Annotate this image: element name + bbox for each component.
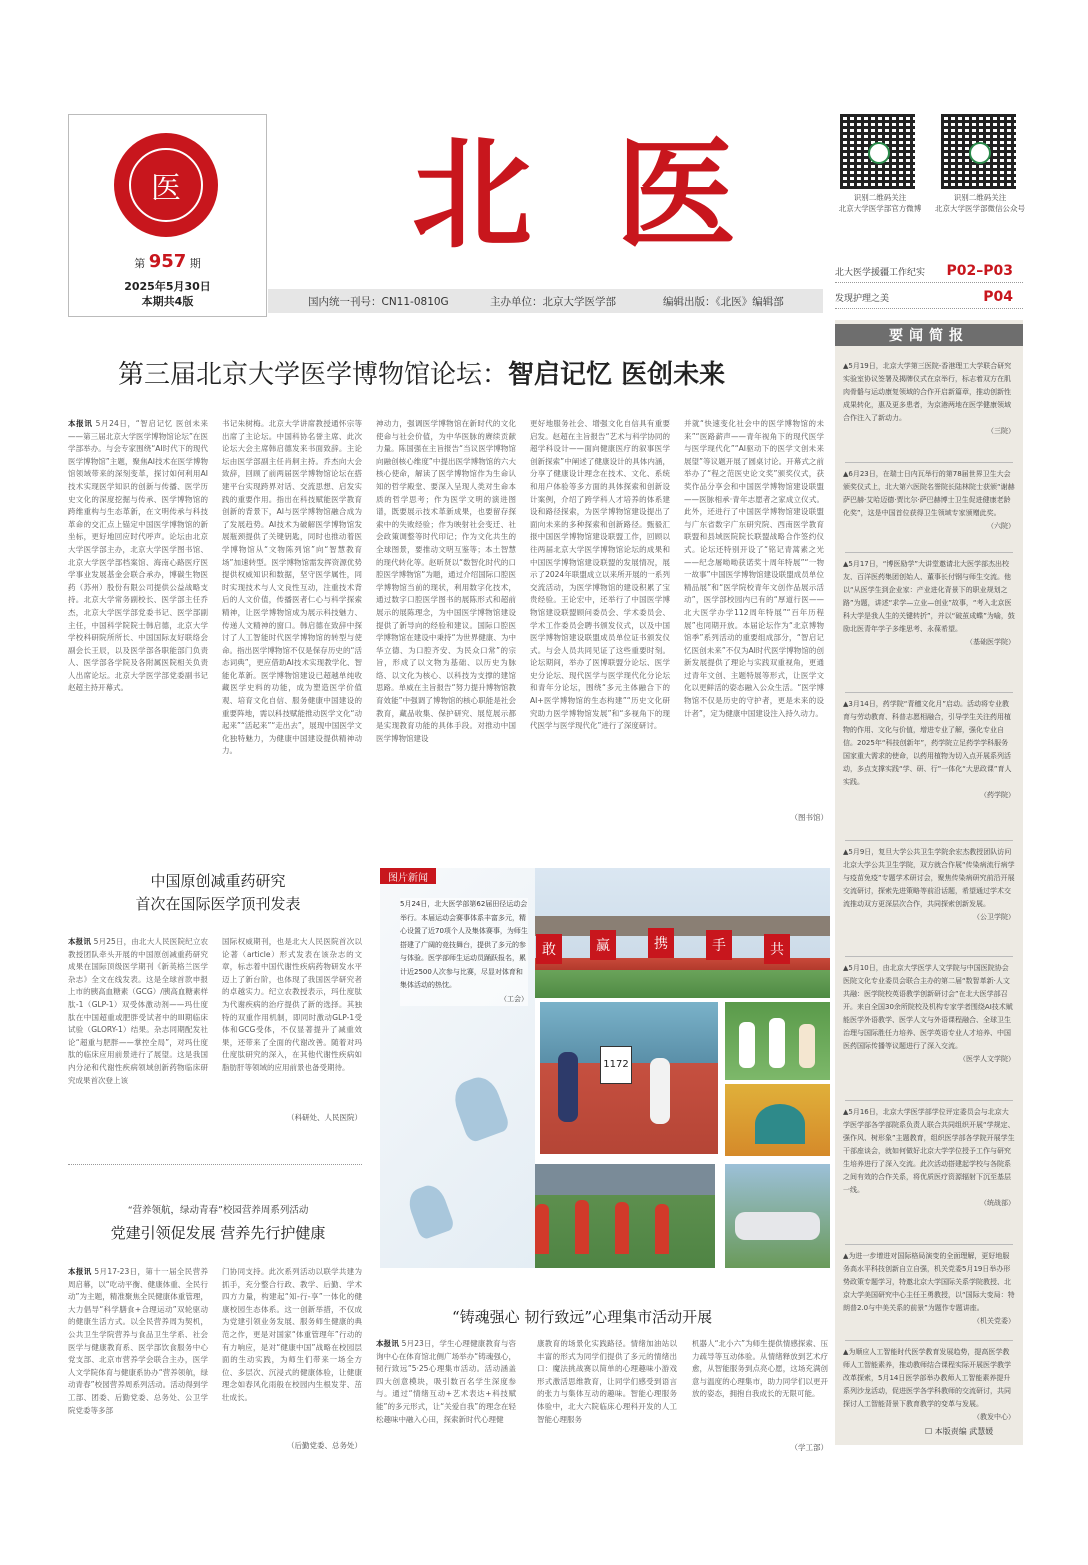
news-brief-sidebar [835,320,1023,1445]
masthead-info-bar [268,289,823,313]
dance-photo[interactable] [725,1002,830,1080]
photo-news-tag: 图片新闻 [380,868,436,884]
index-page: P04 [983,289,1013,305]
banner-flag: 携 [648,928,674,958]
brief-item: ▲5月16日，北京大学医学部学位评定委员会与北京大学医学部各学部院系负责人联合共同组织开展“学规定、强作风、树形象”主题教育，组织医学部各学院开展学生干部座谈会，就如何做好北京大学学位授予工作与研究生培养进行了深入交流。此次活动搭建起学校与各院系之间有效的合作关系，将优质医疗资源辐射下沉至基层一线。 （统战部） [843,1108,1015,1207]
photo-news-block [380,868,830,1268]
newspaper-title [412,120,742,265]
lead-article-col-5: 并就“快速变化社会中的医学博物馆的未来”“医路薪声——青年视角下的现代医学与医学现代化”“AI驱动下的医学文创未来展望”等议题开展了圆桌讨论。开幕式之前举办了“程之范医史论文奖”颁奖仪式，获奖作品分享会和中国医学博物馆建设联盟——医脉相承·青年志愿者之家成立仪式。此外，还进行了中国医学博物馆建设联盟与广东省数字广东研究院、西南医学教育联盟和县域医院院长联盟战略合作签约仪式。论坛还特别开设了“铭记青蒿素之光——纪念屠呦呦获诺奖十周年特展”“一物一故事”中国医学博物馆建设联盟成员单位精品展”和“医学院校青年文创作品展示活动”，医学部校园内已有的“厚道行医——北大医学办学112周年特展”“百年历程展”也同期开放。本届论坛作为“北京博物馆季”系列活动的重要组成部分，“智启记忆医创未来”不仅为AI时代医学博物馆的创新发展提供了理论与实践双重视角，更通过青年文创、主题特展等形式，让医学文化以更鲜活的姿态融入公众生活。“医学博物馆不仅是历史的守护者，更是未来的设计者”，定为健康中国建设注入持久动力。 [684,419,824,718]
article4-title[interactable]: “铸魂强心 韧行致远”心理集市活动开展 [452,1308,713,1326]
banner-flag: 赢 [590,930,616,960]
seal-center-icon: 医 [129,148,203,222]
news-brief-title: 要闻简报 [889,328,969,344]
race-bib: 1172 [600,1046,632,1084]
index-label: 北大医学援疆工作纪实 [835,267,926,278]
title-char-2: 医 [616,124,742,265]
lead-article-byline: （图书馆） [790,813,828,822]
lead-article-col-1: 本报讯 5月24日，“智启记忆 医创未来——第三届北京大学医学博物馆论坛”在医学部举办。与会专家围绕“AI时代下的现代医学博物馆”主题，聚焦AI技术在医学博物馆领域带来的深刻变革，探讨如何利用AI技术实现医学知识的创新与传播、医学历史文化的深度挖掘与传承、医学博物馆的跨维重构与生态革新，在文明传承与科技革命的交汇点上锚定中国医学博物馆的新坐标，更好地回应时代呼声。论坛由北京大学医学部主办，北京大学医学图书馆、北京大学医学部档案馆、海南心路医疗医学事业发展基金会联合承办，博碳生物医药（苏州）股份有限公司提供公益战略支持。北京大学常务副校长、医学部主任乔杰，北京大学医学部党委书记、医学部副主任，中国科学院院士韩启德，北京大学学校科研院所所长、中国国际友好联络会副会长王辰，以及医学部各职能部门负责人、医学部各学院及各附属医院相关负责人出席论坛。北京大学医学部党委副书记赵超主持开幕式。 [68,419,208,693]
sponsor: 主办单位：北京大学医学部 [490,295,616,308]
banner-flag: 敢 [536,934,562,964]
article3-title[interactable]: 党建引领促发展 营养先行护健康 [110,1224,326,1242]
lead-article-col-3: 神动力，强调医学博物馆在新时代的文化使命与社会价值，为中华医脉的赓续贡献力量。陈国强在主旨报告“当议医学博物馆向融创核心维度”中提出医学博物馆的六大核心使命，解读了医学博物馆作为生命认知的哲学殿堂、要深入呈现人类对生命本质的哲学思考；作为医学文明的演进图谱，既要展示技术革新成果，也要留存探索中的失败经验；作为映射社会变迁、社会政策调整等时代印记；作为文化共生的全球图景，要推动文明互鉴等；本土智慧的现代转化等。赵昕贤以“数智化时代的口腔医学博物馆”为题，通过介绍国际口腔医学博物馆当前的现状，利用数字化技术，通过数字口腔医学图书的展陈形式和超前展示的展陈理念，为中国医学博物馆建设提供了新导向的经验和建议。国际口腔医学博物馆在建设中秉持“为世界健康、为中华立德、为口腔齐安、为民众口常”的宗旨，形成了以文物为基础、以历史为脉络、以文化为核心、以科技为支撑的建馆思路。单威在主旨报告“努力提升博物馆教育效能”中强调了博物馆的核心职能是社会教育，藏品收集、保护研究、展览展示都是实现教育功能的具体手段。对推动中国医学博物馆建设 [376,419,516,743]
article3-byline: （后勤党委、总务处） [287,1441,362,1450]
qr1-caption: 识别二维码关注 北京大学医学部官方微博 [838,193,922,213]
runners-photo[interactable] [540,1002,718,1154]
photo-news-caption: 5月24日，北大医学部第62届田径运动会举行。本届运动会赛事体系丰富多元，精心设置了近70项个人及集体赛事，为师生搭建了广阔的竞技舞台，提供了多元的参与体验。医学部师生运动员踊跃报名，累计近2500人次参与比赛，尽显对体育和集体活动的热忱。 （工会） [400,898,528,1006]
brief-item: ▲5月9日，复旦大学公共卫生学院余宏杰教授团队访问北京大学公共卫生学院，双方就合作展“传染病流行病学与疫苗免疫”专题学术研讨会，聚焦传染病研究前沿开展交流研讨，探索先进策略等前沿话题，希望通过学术交流推动双方更深层次合作，共同探索创新发展。 （公卫学院） [843,848,1015,921]
article4-col-2: 康教育的场景化实践路径。情绪加油站以丰富的形式为同学们提供了多元的情绪出口：魔法挑战赛以简单的心理趣味小游戏形式激活思维教育，让同学们感受到语言的张力与集体互动的趣味。智能心理服务体验中，北大六院临床心理科开发的人工智能心理服务 [537,1339,677,1424]
index-label: 发现护理之美 [835,293,890,304]
article2-byline: （科研处、人民医院） [287,1113,362,1122]
publisher: 编辑出版：《北医》编辑部 [663,295,784,308]
article4-col-3: 机器人“北小六”为师生提供情感探索、压力疏导等互动体验。从情绪释放到艺术疗愈，从智能服务到点亮心愿，这场充满创意与温度的心理集市，助力同学们以更开放的姿态，拥抱自我成长的无限可能。 [692,1339,828,1399]
index-row[interactable] [835,286,1023,309]
pku-health-science-seal [114,133,218,237]
issue-date: 2025年5月30日 [124,280,211,293]
article2-title-line-2[interactable]: 首次在国际医学顶刊发表 [135,895,301,913]
issue-edition: 本期共4版 [141,295,194,308]
brief-item: ▲5月10日，由北京大学医学人文学院与中国医院协会医院文化专业委员会联合主办的第二届“数智革新·人文共融：医学院校英语教学创新研讨会”在北大医学部召开。来自全国30余所院校及机构专家学者围绕AI技术赋能医学外语教学、医学人文与外语课程融合、全球卫生治理与国际胜任力培养、医学英语专业人才培养、中国医药国际传播等议题进行了深入交流。 （医学人文学院） [843,964,1015,1063]
brief-item: ▲3月14日，药学院“青穗文化月”启动。活动将专业教育与劳动教育、科普志愿相融合，引导学生关注药用植物的作用、文化与价值，增进专业了解，强化专业自信。2025年“科技创新年”，药学院立足药学学科服务国家重大需求的使命，以药用植物为切入点开展系列活动，多点支撑实践“学、研、行”一体化“大思政课”育人实践。 （药学院） [843,700,1015,799]
page-editor: ☐ 本版责编 武慧媛 [925,1427,994,1436]
article2-col-1: 本报讯 5月25日，由北大人民医院纪立农教授团队牵头开展的中国原创减重药研究成果在国际顶级医学期刊《新英格兰医学杂志》全文在线发表。这是全球首款申报上市的胰高血糖素（GCG）/胰高血糖素样肽-1（GLP-1）双受体激动剂——玛仕度肽在中国超重或肥胖受试者中的III期临床试验（GLORY-1）结果。杂志同期配发社论“超重与肥胖——掌控全局”，对玛仕度肽的临床应用前景进行了展望。这是我国内分泌和代谢性疾病领域创新药物临床研究成果首次登上该 [68,937,208,1085]
index-page: P02–P03 [946,263,1013,279]
index-row[interactable] [835,260,1023,283]
article4-col-1: 本报讯 5月23日，学生心理健康教育与咨询中心在体育馆北侧广场举办“铸魂强心，韧行致远”5·25心理集市活动。活动涵盖四大创意模块，吸引数百名学生深度参与。通过“情绪互动+艺术表达+科技赋能”的多元形式，让“关爱自我”的理念在轻松趣味中融入心田，探索新时代心理健 [376,1339,516,1424]
brief-item: ▲6月23日，在瑞士日内瓦举行的第78届世界卫生大会颁奖仪式上，北大第六医院名誉院长陆林院士获颁“谢赫萨巴赫·艾哈迈德·贾比尔·萨巴赫博士卫生促进健康老龄化奖”，这是中国首位获得卫生领域专家颁赠此奖。 （六院） [843,470,1015,530]
brief-item: ▲5月19日，北京大学第三医院-香港理工大学联合研究实验室协议签署及揭牌仪式在京举行，标志着双方在肌肉骨骼与运动康复领域的合作开启新篇章，推动创新性成果转化，惠及更多患者，为京港两地在医学健康领域合作注入了新动力。 （三院） [843,362,1015,435]
weibo-qr-code-icon[interactable] [840,114,915,189]
brief-item: ▲5月17日，“博医励学”大讲堂邀请北大医学部杰出校友、百洋医药集团创始人、董事长付钢与师生交流。他以“从医学生到企业家：产业进化背景下的职业规划之路”为题，讲述“求学—立业—创业”故事，“考入北京医科大学是我人生的关键转折”，并以“破茧成蝶”为喻，鼓励北医青年学子多维思考、永葆希望。 （基础医学院） [843,560,1015,646]
team-game-photo[interactable] [725,1164,830,1268]
banner-flag: 手 [706,930,732,960]
brief-item: ▲为进一步增进对国际格局演变的全面理解，更好地服务高水平科技创新自立自强，机关党委5月19日举办形势政策专题学习，特邀北京大学国际关系学院教授、北京大学美国研究中心主任王勇教授，以“国际大变局：特朗普2.0与中美关系的前景”为题作专题讲座。 （机关党委） [843,1252,1015,1325]
cn-number: 国内统一刊号：CN11-0810G [308,295,449,308]
ribbon-dance-photo[interactable] [725,1084,830,1156]
wechat-qr-code-icon[interactable] [941,114,1016,189]
article3-kicker: “营养领航，绿动青春”校园营养周系列活动 [127,1205,309,1216]
issue-number: 第 957 期 [134,251,201,272]
article2-col-2: 国际权威期刊，也是北大人民医院首次以论著（article）形式发表在该杂志的文章，标志着中国代谢性疾病药物研发水平迈上了新台阶，也体现了我国医学研究者的卓越实力。纪立农教授表示，玛仕度肽为代谢疾病的治疗提供了新的选择。其独特的双重作用机制，即同时激动GLP-1受体和GCG受体，不仅显著提升了减重效果，还带来了全面的代谢改善。随着对玛仕度肽研究的深入，在其他代谢性疾病如脂肪肝等领域的应用前景也备受期待。 [222,937,362,1072]
article3-col-1: 本报讯 5月17-23日，第十一届全民营养周启幕，以“吃动平衡、健康体重、全民行动”为主题，精准聚焦全民健康体重管理，大力倡导“科学膳食+合理运动”双轮驱动的健康生活方式。以全民营养周为契机，公共卫生学院营养与食品卫生学系、社会医学与健康教育系、医学部饮食服务中心党支部、北京市营养学会联合主办，医学人文学院体育与健康系协办“营养领航，绿动青春”校园营养周系列活动。活动得到学工部、团委、后勤党委、总务处、公卫学院党委等多部 [68,1267,208,1415]
article3-col-2: 门协同支持。此次系列活动以联学共建为抓手，充分整合行政、教学、后勤、学术四方力量，构建起“知-行-享”一体化的健康校园生态体系。这一创新举措，不仅成为党建引领业务发展、服务师生健康的典范之作，更是对国家“体重管理年”行动的有力响应，是对“健康中国”战略在校园层面的生动实践，为师生们带来一场全方位、多层次、沉浸式的健康体验，让健康理念如春风化雨般在校园内生根发芽、茁壮成长。 [222,1267,362,1402]
article4-byline: （学工部） [790,1443,828,1452]
qr2-caption: 识别二维码关注 北京大学医学部微信公众号 [935,193,1025,213]
lead-article-col-2: 书记朱树梅。北京大学讲席教授通怀宗等出席了主论坛。中国科协名誉主席、此次论坛大会主席韩启德发来书面致辞。主论坛由医学部副主任肖舸主持。乔杰向大会致辞，回顾了前两届医学博物馆论坛在搭建平台实现跨界对话、交流思想、启发实践的重要作用。指出在科技赋能医学教育创新的背景下，AI与医学博物馆融合成为了发展趋势。AI技术为破解医学博物馆发展瓶颈提供了关键钥匙，同时也推动着医学博物馆从“文物陈列馆”向“智慧教育场”加速转型。医学博物馆需发挥资源优势提供权威知识和数据，坚守医学属性，同时实现技术与人文良性互动，注重技术背后的人文价值，传播医者仁心与科学探索精神，让医学博物馆成为展示科技魅力、传递人文精神的窗口。韩启德在致辞中探讨了人工智能时代医学博物馆的转型与使命。指出医学博物馆不仅是保存历史的“活态词典”，更应借助AI技术实现教学化、智能化革新。医学博物馆建设已超越单纯收藏医学史料的功能，成为塑造医学价值观、培育文化自信、服务健康中国建设的重要阵地，需以科技赋能推动医学文化“动起来”“活起来”“走出去”，展现中国医学文化独特魅力，为健康中国建设提供精神动力。 [222,419,362,756]
title-char-1: 北 [412,124,538,265]
news-brief-header [835,324,1023,346]
performance-photo[interactable] [515,1164,715,1268]
article2-title-line-1[interactable]: 中国原创减重药研究 [150,872,286,890]
brief-item: ▲为顺应人工智能时代医学教育发展趋势，提高医学教师人工智能素养，推动教师结合课程实际开展医学教学改革探索，5月14日医学部举办教师人工智能素养提升系列沙龙活动，促进医学各学科教师的交流研讨，共同探讨人工智能背景下教育教学的变革与发展。 （教发中心） [843,1348,1015,1421]
lead-article-title[interactable]: 第三届北京大学医学博物馆论坛：智启记忆 医创未来 [118,360,726,390]
banner-flag: 共 [764,934,790,964]
lead-article-col-4: 更好地服务社会、增强文化自信具有重要启发。赵超在主旨报告“艺术与科学协同的超学科设计——面向健康医疗的叙事医学创新探索”中阐述了健康设计的具体内涵，分享了健康设计理念在技术、文化、系统和用户体验等多方面的具体探索和创新设计案例，介绍了跨学科人才培养的体系建设和路径探索，为医学博物馆建设提出了面向未来的多种探索和创新路径。甄毅汇报中国医学博物馆建设联盟工作，回顾以往两届北京大学医学博物馆论坛的成果和中国医学博物馆建设联盟的发展情况，展示了2024年联盟成立以来所开展的一系列交流活动，为医学博物馆的建设积累了宝贵经验。王论宏中，还举行了中国医学博物馆建设联盟顾问委员会、学术委员会、学术工作委员会聘书颁发仪式，以及中国医学博物馆建设联盟成员单位证书颁发仪式。与会人员共同见证了这些重要时刻。论坛期间，举办了医博联盟分论坛、医学史分论坛、现代医学与医学现代化分论坛和青年分论坛，围绕“多元主体融合下的AI+医学博物馆的生态构建”“历史文化研究助力医学博物馆发展”和“多视角下的现代医学与医学现代化”进行了深度研讨。 [530,419,670,731]
masthead-logo-box [68,114,267,317]
